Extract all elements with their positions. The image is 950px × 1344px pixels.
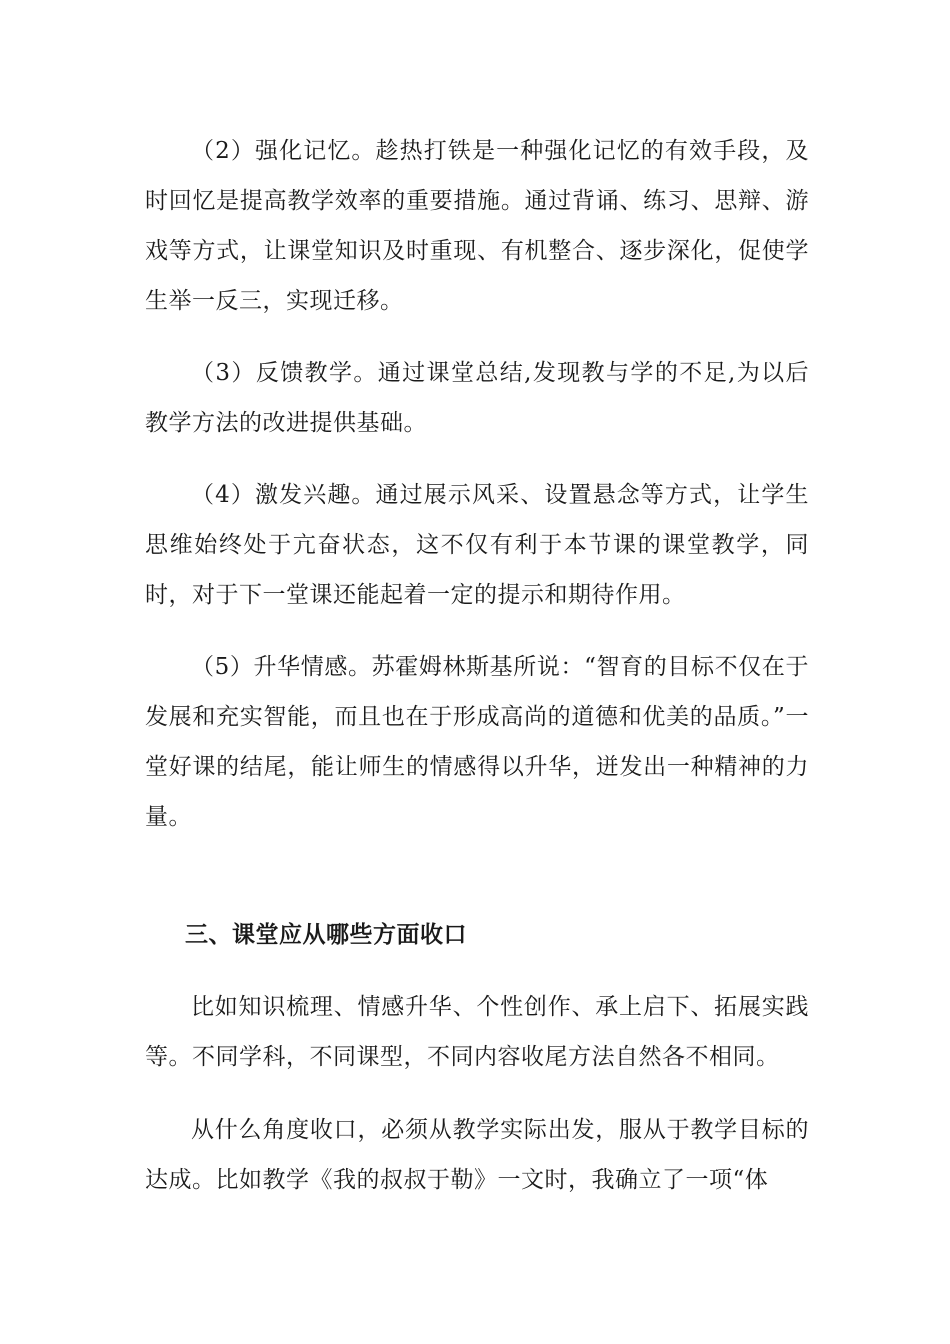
paragraph-closing-aspects: 比如知识梳理、情感升华、个性创作、承上启下、拓展实践等。不同学科，不同课型，不同内容收尾方法自然各不相同。 bbox=[145, 994, 809, 1070]
paragraph-sublimate-emotion: （5）升华情感。苏霍姆林斯基所说：“智育的目标不仅在于发展和充实智能，而且也在于形成高尚的道德和优美的品质。”一堂好课的结尾，能让师生的情感得以升华，迸发出一种精神的力量。 bbox=[145, 654, 809, 830]
paragraph-closing-angle: 从什么角度收口，必须从教学实际出发，服从于教学目标的达成。比如教学《我的叔叔于勒》一文时，我确立了一项“体 bbox=[145, 1117, 809, 1193]
paragraph-feedback-teaching: （3）反馈教学。通过课堂总结,发现教与学的不足,为以后教学方法的改进提供基础。 bbox=[145, 360, 809, 436]
paragraph-stimulate-interest: （4）激发兴趣。通过展示风采、设置悬念等方式，让学生思维始终处于亢奋状态，这不仅有利于本节课的课堂教学，同时，对于下一堂课还能起着一定的提示和期待作用。 bbox=[145, 482, 809, 608]
paragraph-strengthen-memory: （2）强化记忆。趁热打铁是一种强化记忆的有效手段，及时回忆是提高教学效率的重要措施。通过背诵、练习、思辩、游戏等方式，让课堂知识及时重现、有机整合、逐步深化，促使学生举一反三，实现迁移。 bbox=[145, 138, 809, 314]
section-heading: 三、课堂应从哪些方面收口 bbox=[185, 921, 467, 948]
